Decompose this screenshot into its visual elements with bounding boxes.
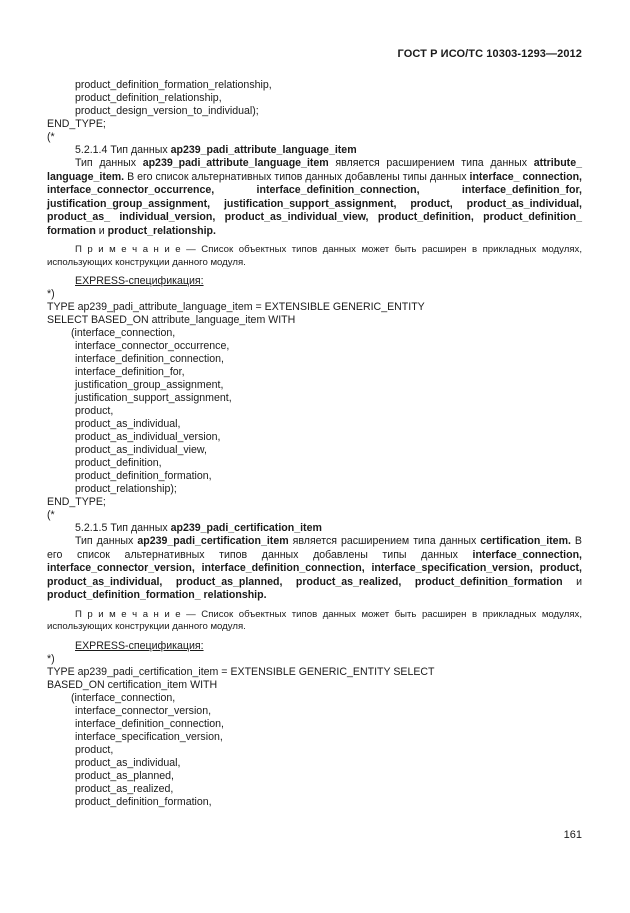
- section-paragraph-1: Тип данных ap239_padi_attribute_language_item является расширением типа данных attribute_ language_item. В его список альтернативных типов данных добавлены типы данных interface_ connection, interface_connector_occurrence, interface_definition_connection, interface_definition_for, justification_group_assignment, justification_support_assignment, product, product_as_individual, product_as_ individual_version, product_as_individual_view, product_definition, product_definition_ formation и product_relationship.: [47, 157, 582, 237]
- section-type-name-2: ap239_padi_certification_item: [170, 522, 322, 534]
- code-line: product,: [75, 743, 114, 756]
- code-line: interface_specification_version,: [75, 730, 223, 743]
- select-list-1: [47, 327, 582, 496]
- type-declaration-2b: BASED_ON certification_item WITH: [47, 678, 218, 691]
- code-line: justification_group_assignment,: [75, 379, 224, 391]
- code-line: product_as_individual,: [75, 418, 181, 430]
- comment-open-2: (*: [47, 509, 55, 521]
- comment-close-2: *): [47, 652, 55, 665]
- note-1: П р и м е ч а н и е — Список объектных типов данных может быть расширен в прикладных модулях, использующих конструкции данного модуля.: [47, 244, 582, 268]
- section-type-name-1: ap239_padi_attribute_language_item: [170, 144, 357, 156]
- page-number: 161: [563, 829, 582, 841]
- code-line: (interface_connection,: [71, 691, 176, 704]
- express-label-1: EXPRESS-спецификация:: [75, 275, 204, 287]
- note-2: П р и м е ч а н и е — Список объектных типов данных может быть расширен в прикладных модулях, использующих конструкции данного модуля.: [47, 608, 582, 632]
- type-declaration-2a: TYPE ap239_padi_certification_item = EXTENSIBLE GENERIC_ENTITY SELECT: [47, 665, 435, 678]
- code-line: product_definition_formation,: [75, 795, 212, 808]
- express-label-2: EXPRESS-спецификация:: [75, 639, 204, 652]
- code-line: interface_connector_occurrence,: [75, 340, 230, 352]
- code-block-top: [47, 79, 582, 118]
- page-content: [47, 79, 582, 809]
- code-line: product_definition_formation_relationship,: [75, 79, 272, 91]
- code-line: product_definition_formation,: [75, 470, 212, 482]
- end-type-1: END_TYPE;: [47, 496, 106, 508]
- code-line: (interface_connection,: [71, 327, 176, 339]
- standard-header: ГОСТ Р ИСО/ТС 10303-1293—2012: [397, 48, 582, 60]
- type-declaration-1a: TYPE ap239_padi_attribute_language_item = EXTENSIBLE GENERIC_ENTITY: [47, 301, 425, 313]
- code-line: interface_definition_for,: [75, 366, 185, 378]
- end-type: END_TYPE;: [47, 118, 106, 130]
- section-heading-2: 5.2.1.5 Тип данных ap239_padi_certification_item: [75, 522, 322, 534]
- type-declaration-1b: SELECT BASED_ON attribute_language_item WITH: [47, 314, 296, 326]
- code-line: product_as_realized,: [75, 782, 174, 795]
- code-line: product,: [75, 405, 114, 417]
- section-heading-1: 5.2.1.4 Тип данных ap239_padi_attribute_language_item: [75, 144, 357, 156]
- code-line: product_relationship);: [75, 483, 177, 495]
- comment-open: (*: [47, 131, 55, 143]
- code-line: product_definition_relationship,: [75, 92, 222, 104]
- code-line: interface_definition_connection,: [75, 353, 225, 365]
- code-line: product_as_individual,: [75, 756, 181, 769]
- code-line: justification_support_assignment,: [75, 392, 232, 404]
- comment-close-1: *): [47, 288, 55, 300]
- select-list-2: [47, 692, 582, 809]
- code-line: product_definition,: [75, 457, 162, 469]
- code-line: interface_definition_connection,: [75, 717, 225, 730]
- code-line: product_as_individual_view,: [75, 444, 207, 456]
- code-line: product_as_planned,: [75, 769, 174, 782]
- code-line: product_as_individual_version,: [75, 431, 221, 443]
- code-line: interface_connector_version,: [75, 704, 212, 717]
- section-paragraph-2: Тип данных ap239_padi_certification_item является расширением типа данных certification_item. В его список альтернативных типов данных добавлены типы данных interface_connection, interface_connector_version, interface_definition_connection, interface_specification_version, product, product_as_individual, product_as_planned, product_as_realized, product_definition_formation и product_definition_formation_ relationship.: [47, 535, 582, 601]
- code-line: product_design_version_to_individual);: [75, 105, 259, 117]
